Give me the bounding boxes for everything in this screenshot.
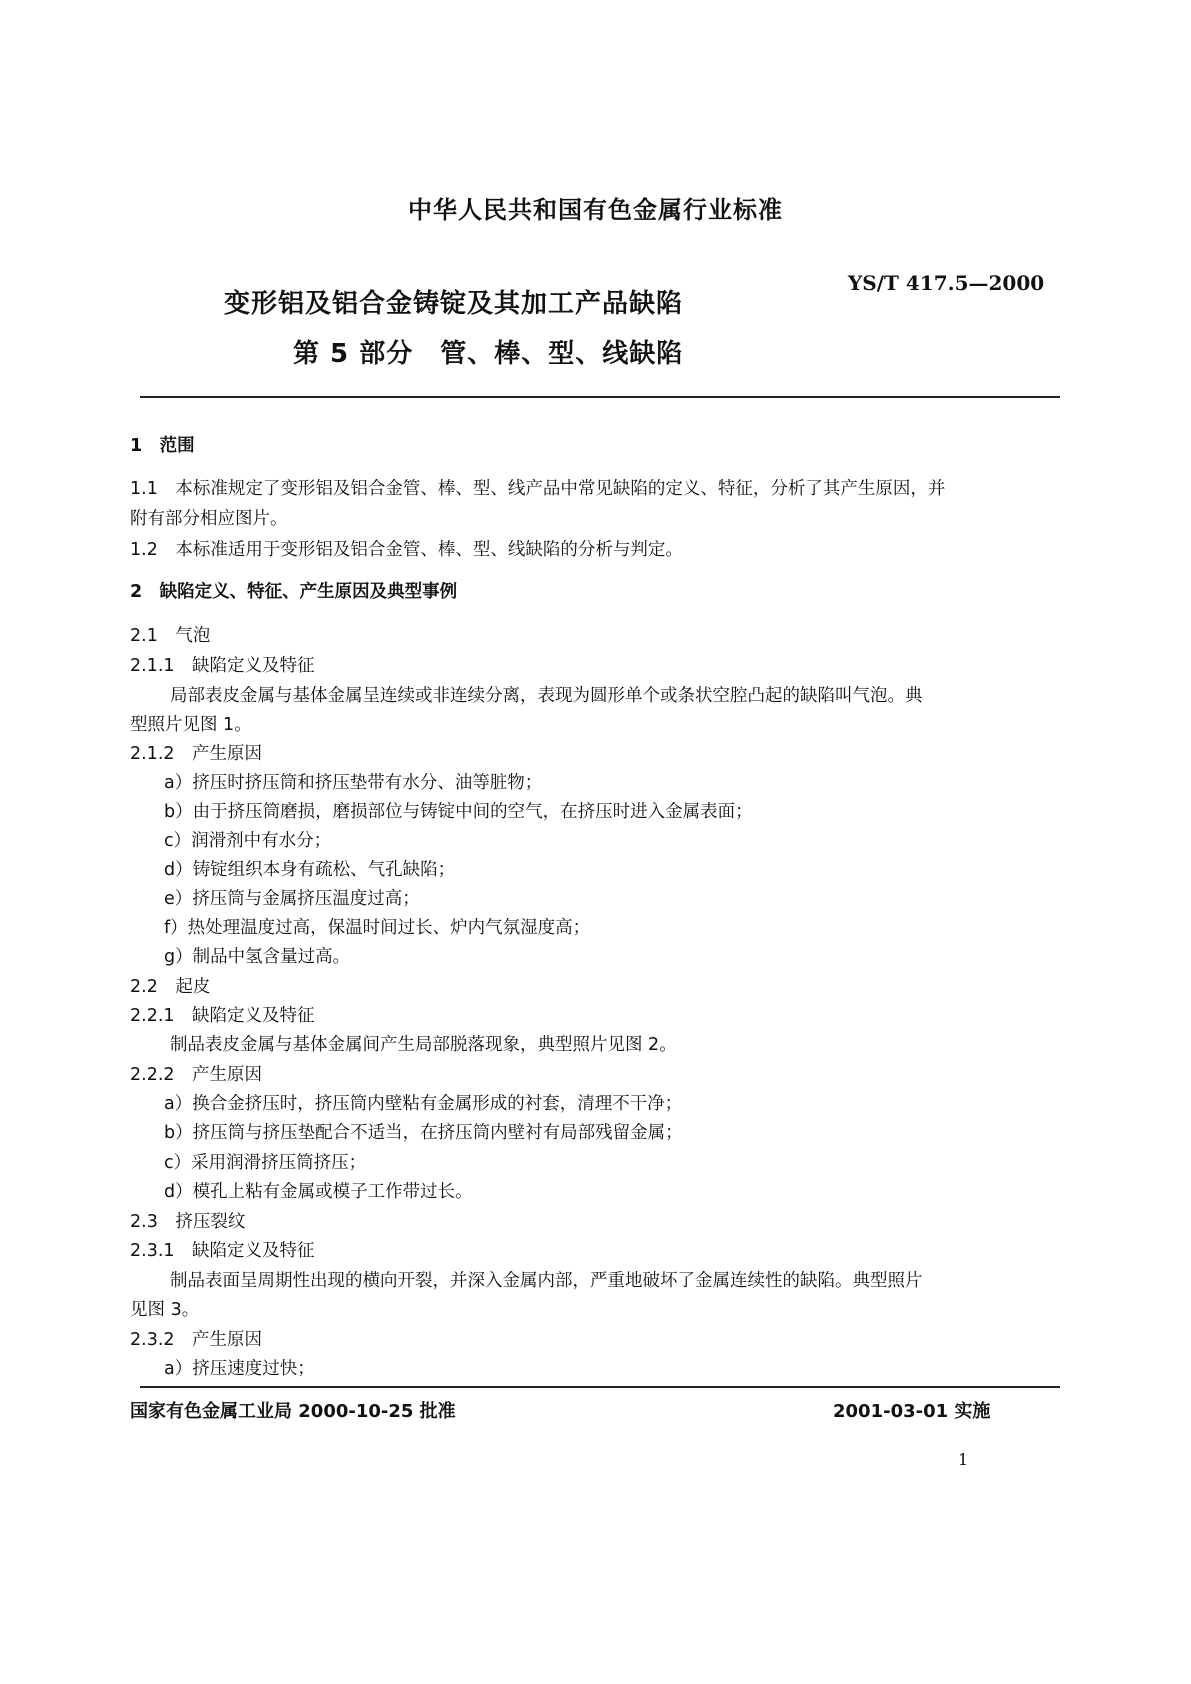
list-item: a）挤压时挤压筒和挤压垫带有水分、油等脏物； bbox=[164, 773, 543, 793]
clause-1-1-cont: 附有部分相应图片。 bbox=[130, 509, 288, 529]
clause-2-3-2: 2.3.2 产生原因 bbox=[130, 1330, 263, 1350]
list-item: c）润滑剂中有水分； bbox=[164, 831, 332, 851]
footer-divider bbox=[140, 1386, 1060, 1388]
issuing-organization: 中华人民共和国有色金属行业标准 bbox=[408, 196, 783, 224]
clause-2-3-1-text-cont: 见图 3。 bbox=[130, 1300, 200, 1320]
document-title: 变形铝及铝合金铸锭及其加工产品缺陷 bbox=[224, 289, 684, 319]
clause-1-2: 1.2 本标准适用于变形铝及铝合金管、棒、型、线缺陷的分析与判定。 bbox=[130, 540, 683, 560]
list-item: a）挤压速度过快； bbox=[164, 1359, 315, 1379]
list-item: f）热处理温度过高，保温时间过长、炉内气氛湿度高； bbox=[164, 918, 591, 938]
approval-date: 国家有色金属工业局 2000-10-25 批准 bbox=[130, 1401, 456, 1422]
clause-2-3-1: 2.3.1 缺陷定义及特征 bbox=[130, 1241, 315, 1261]
implementation-date: 2001-03-01 实施 bbox=[833, 1401, 991, 1422]
list-item: b）由于挤压筒磨损，磨损部位与铸锭中间的空气，在挤压时进入金属表面； bbox=[164, 802, 753, 822]
clause-2-2: 2.2 起皮 bbox=[130, 977, 211, 997]
standard-code: YS/T 417.5—2000 bbox=[848, 271, 1045, 295]
clause-2-1: 2.1 气泡 bbox=[130, 626, 211, 646]
document-subtitle: 第 5 部分 管、棒、型、线缺陷 bbox=[293, 339, 684, 369]
clause-2-3: 2.3 挤压裂纹 bbox=[130, 1212, 246, 1232]
list-item: c）采用润滑挤压筒挤压； bbox=[164, 1153, 367, 1173]
clause-2-1-1-text-cont: 型照片见图 1。 bbox=[130, 715, 252, 735]
list-item: a）换合金挤压时，挤压筒内壁粘有金属形成的衬套，清理不干净； bbox=[164, 1094, 683, 1114]
list-item: g）制品中氢含量过高。 bbox=[164, 947, 351, 967]
list-item: d）模孔上粘有金属或模子工作带过长。 bbox=[164, 1182, 473, 1202]
clause-2-2-1-text: 制品表皮金属与基体金属间产生局部脱落现象，典型照片见图 2。 bbox=[170, 1035, 677, 1055]
header-divider bbox=[140, 396, 1060, 398]
clause-2-1-1: 2.1.1 缺陷定义及特征 bbox=[130, 656, 315, 676]
clause-2-3-1-text: 制品表面呈周期性出现的横向开裂，并深入金属内部，严重地破坏了金属连续性的缺陷。典型照片 bbox=[170, 1271, 923, 1291]
section-2-heading: 2 缺陷定义、特征、产生原因及典型事例 bbox=[130, 582, 458, 602]
list-item: e）挤压筒与金属挤压温度过高； bbox=[164, 889, 420, 909]
clause-2-2-2: 2.2.2 产生原因 bbox=[130, 1065, 263, 1085]
page-number: 1 bbox=[958, 1450, 969, 1469]
clause-2-1-1-text: 局部表皮金属与基体金属呈连续或非连续分离，表现为圆形单个或条状空腔凸起的缺陷叫气泡。典 bbox=[170, 686, 923, 706]
section-1-heading: 1 范围 bbox=[130, 436, 195, 456]
clause-2-1-2: 2.1.2 产生原因 bbox=[130, 744, 263, 764]
list-item: b）挤压筒与挤压垫配合不适当，在挤压筒内壁衬有局部残留金属； bbox=[164, 1123, 683, 1143]
clause-1-1: 1.1 本标准规定了变形铝及铝合金管、棒、型、线产品中常见缺陷的定义、特征，分析了其产生原因，并 bbox=[130, 479, 946, 499]
clause-2-2-1: 2.2.1 缺陷定义及特征 bbox=[130, 1006, 315, 1026]
list-item: d）铸锭组织本身有疏松、气孔缺陷； bbox=[164, 860, 456, 880]
